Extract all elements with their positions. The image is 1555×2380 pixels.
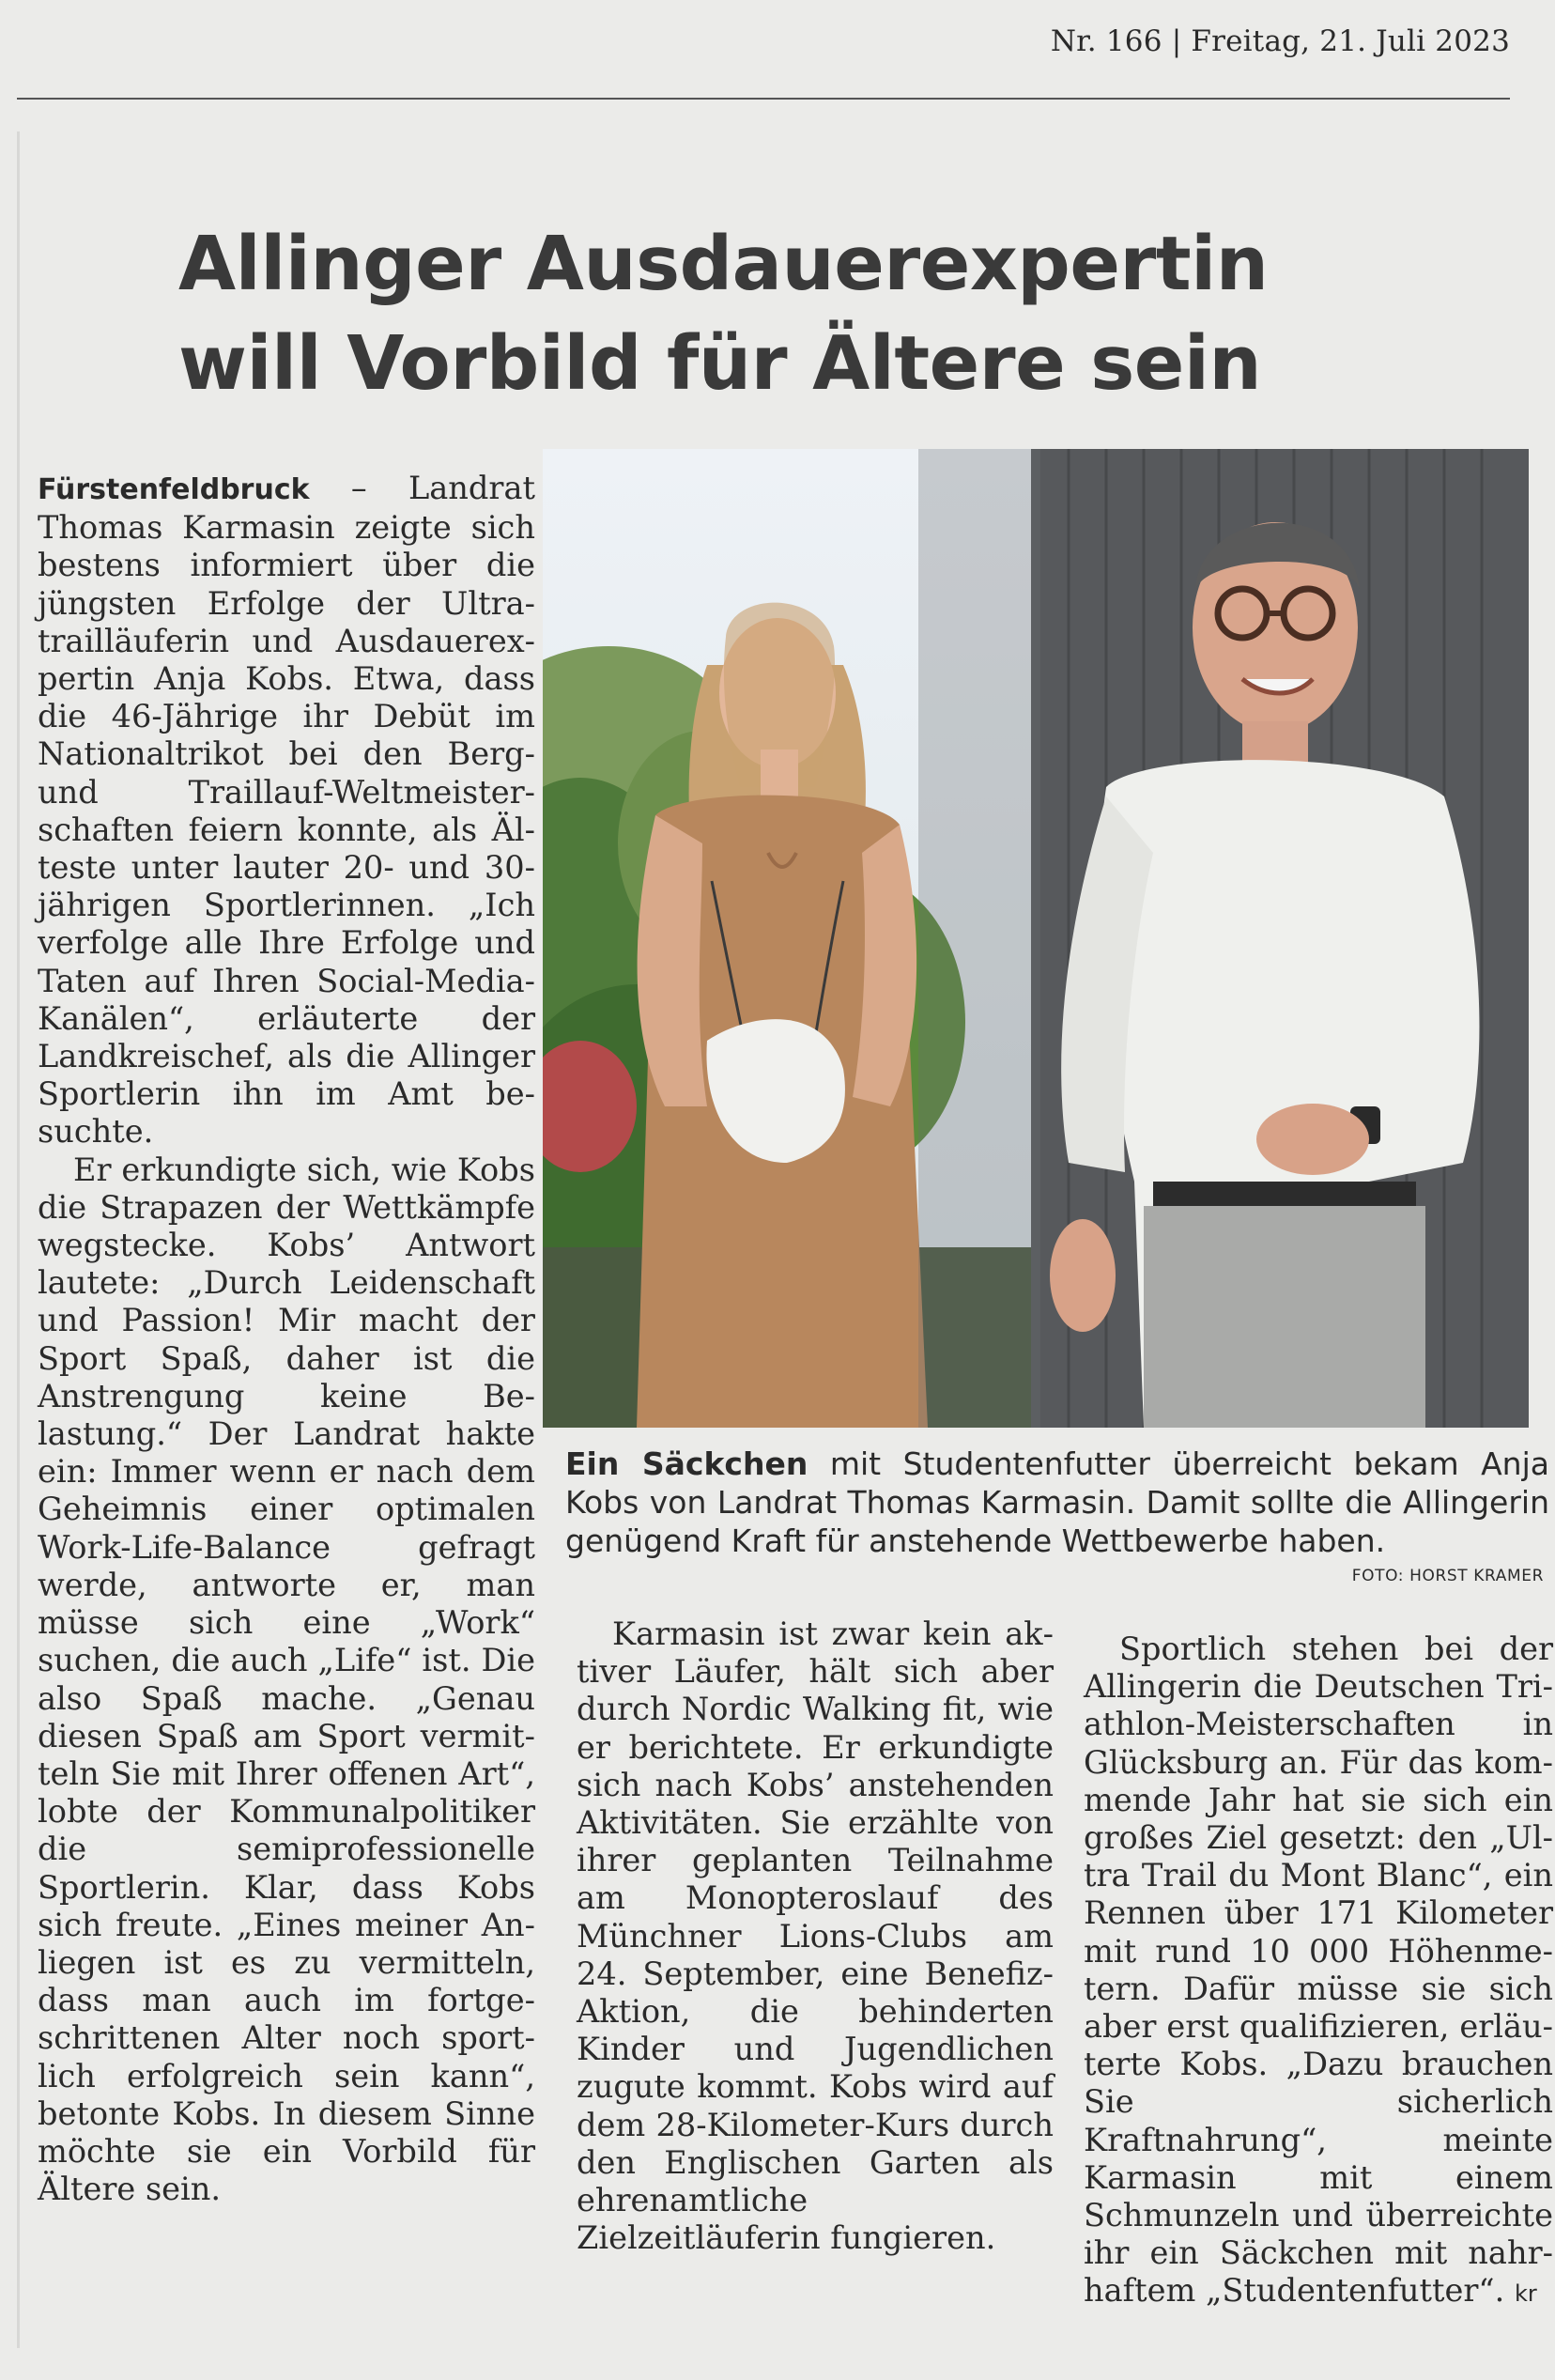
author-initials: kr <box>1514 2280 1537 2308</box>
dateline: Fürstenfeldbruck <box>38 473 310 506</box>
paragraph-4 <box>1084 1630 1553 2313</box>
issue-line: Nr. 166 | Freitag, 21. Juli 2023 <box>1050 24 1510 58</box>
headline-line-1: Allinger Ausdauerexpertin <box>178 221 1269 307</box>
photo-credit: FOTO: HORST KRAMER <box>1351 1567 1544 1585</box>
paragraph-2: Er erkundigte sich, wie Kobs die Strapazen der Wettkämpfe wegstecke. Kobs’ Antwort lautete: „Durch Leidenschaft und Passion! Mir macht der Sport Spaß, daher ist die Anstrengung keine Belastung.“ Der Landrat hakte ein: Immer wenn er nach dem Geheimnis einer optimalen Work-Life-Balance gefragt werde, antworte er, man müsse sich eine „Work“ suchen, die auch „Life“ ist. Die also Spaß mache. „Genau diesen Spaß am Sport vermitteln Sie mit Ihrer offenen Art“, lobte der Kommunalpolitiker die semiprofessionelle Sportlerin. Klar, dass Kobs sich freute. „Eines meiner Anliegen ist es zu vermitteln, dass man auch im fortgeschrittenen Alter noch sportlich erfolgreich sein kann“, betonte Kobs. In diesem Sinne möchte sie ein Vorbild für Ältere sein. <box>38 1151 535 2208</box>
paragraph-1-text: – Landrat Thomas Karmasin zeigte sich bestens informiert über die jüngsten Erfolge der Ultratrailläuferin und Ausdauerexpertin Anja Kobs. Etwa, dass die 46-Jährige ihr Debüt im Nationaltrikot bei den Berg- und Traillauf-Weltmeisterschaften feiern konnte, als Älteste unter lauter 20- und 30-jährigen Sportlerinnen. „Ich verfolge alle Ihre Erfolge und Taten auf Ihren Social-Media-Kanälen“, erläuterte der Landkreischef, als die Allinger Sportlerin ihn im Amt besuchte. <box>38 470 535 1151</box>
paragraph-1 <box>38 470 535 1151</box>
article-photo <box>543 449 1529 1428</box>
headline <box>178 214 1399 413</box>
article-column-3 <box>1084 1630 1553 2313</box>
caption-text: mit Studentenfutter überreicht bekam Anja Kobs von Landrat Thomas Karmasin. Damit sollte die Allingerin genügend Kraft für anstehende Wettbewerbe haben. <box>565 1445 1549 1559</box>
paragraph-4-text: Sportlich stehen bei der Allingerin die Deutschen Triathlon-Meisterschaften in Glücksburg an. Für das kommende Jahr hat sie sich ein großes Ziel gesetzt: den „Ultra Trail du Mont Blanc“, ein Rennen über 171 Kilometer mit rund 10 000 Höhenmetern. Dafür müsse sie sich aber erst qualifizieren, erläuterte Kobs. „Dazu brauchen Sie sicherlich Kraftnahrung“, meinte Karmasin mit einem Schmunzeln und überreichte ihr ein Säckchen mit nahrhaftem „Studentenfutter“. <box>1084 1630 1553 2310</box>
photo-caption <box>565 1445 1549 1560</box>
header-rule <box>17 98 1510 100</box>
scan-edge-shadow <box>17 131 20 2348</box>
caption-lead: Ein Säckchen <box>565 1445 808 1482</box>
paragraph-3: Karmasin ist zwar kein aktiver Läufer, hält sich aber durch Nordic Walking fit, wie er berichtete. Er erkundigte sich nach Kobs’ anstehenden Aktivitäten. Sie erzählte von ihrer geplanten Teilnahme am Monopteroslauf des Münchner Lions-Clubs am 24. September, eine Benefiz-Aktion, die behinderten Kinder und Jugendlichen zugute kommt. Kobs wird auf dem 28-Kilometer-Kurs durch den Englischen Garten als ehrenamtliche Zielzeitläuferin fungieren. <box>577 1615 1054 2257</box>
headline-line-2: will Vorbild für Ältere sein <box>178 320 1262 407</box>
article-column-2 <box>577 1615 1054 2257</box>
bleed-through-text <box>826 9 852 75</box>
article-column-1 <box>38 470 535 2208</box>
photo-illustration <box>543 449 1529 1428</box>
